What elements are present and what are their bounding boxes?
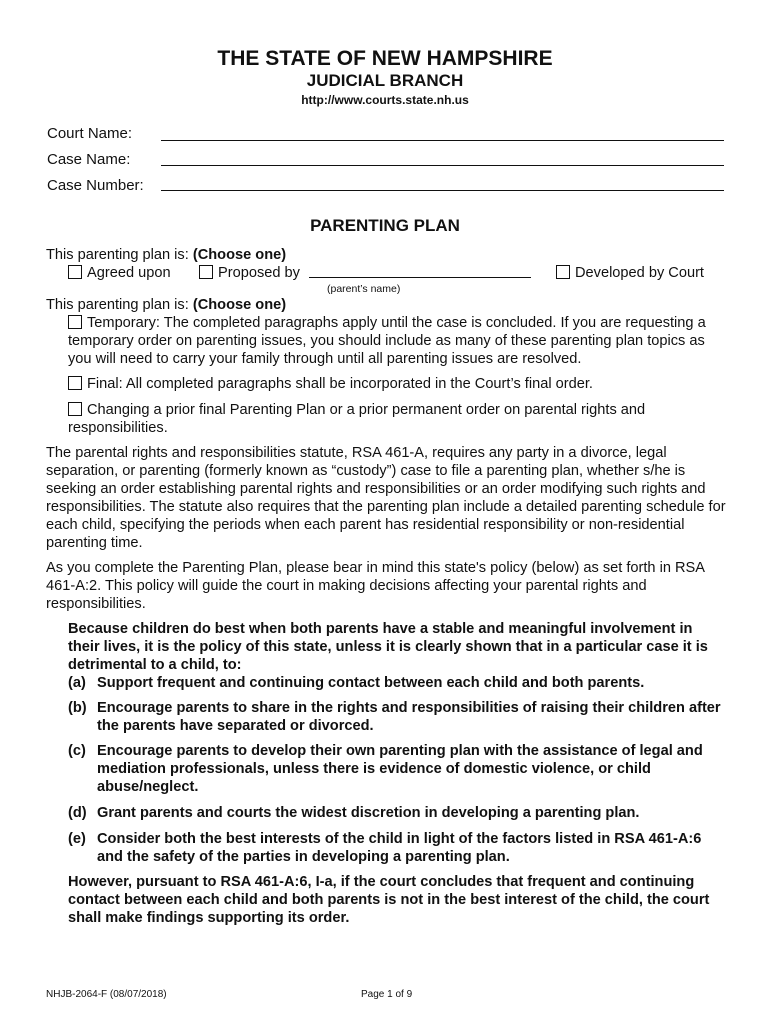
final-checkbox[interactable] bbox=[68, 376, 82, 390]
choice1-intro: This parenting plan is: (Choose one) bbox=[46, 247, 287, 263]
policy-closing: However, pursuant to RSA 461-A:6, I-a, if the court concludes that frequent and continuing contact between each child and both parents is not in the best interest of the child, the court shall make findings supporting its order. bbox=[68, 874, 710, 926]
section-title: PARENTING PLAN bbox=[310, 216, 460, 235]
temporary-checkbox[interactable] bbox=[68, 315, 82, 329]
policy-item-b: (b) Encourage parents to share in the rights and responsibilities of raising their children after the parents have separated or divorced. bbox=[68, 700, 721, 734]
changing-checkbox[interactable] bbox=[68, 402, 82, 416]
court-url: http://www.courts.state.nh.us bbox=[301, 93, 469, 107]
parent-name-field[interactable] bbox=[309, 277, 531, 278]
developed-checkbox[interactable] bbox=[556, 265, 570, 279]
option-proposed[interactable] bbox=[199, 264, 300, 282]
policy-item-e: (e) Consider both the best interests of the child in light of the factors listed in RSA 461-A:6 and the safety of the parties in developing a parenting plan. bbox=[68, 831, 702, 865]
option-temporary[interactable] bbox=[68, 314, 728, 368]
form-id: NHJB-2064-F (08/07/2018) bbox=[46, 989, 167, 1000]
option-final[interactable] bbox=[68, 375, 728, 393]
case-name-label: Case Name: bbox=[47, 151, 131, 168]
policy-intro-paragraph: As you complete the Parenting Plan, please bear in mind this state's policy (below) as set forth in RSA 461-A:2. This policy will guide the court in making decisions affecting your parental rights and responsibilities. bbox=[46, 560, 705, 612]
option-changing[interactable] bbox=[68, 401, 698, 437]
policy-item-d: (d) Grant parents and courts the widest discretion in developing a parenting plan. bbox=[68, 805, 640, 821]
case-number-field[interactable] bbox=[161, 190, 724, 191]
case-number-label: Case Number: bbox=[47, 177, 144, 194]
temporary-label: Temporary: The completed paragraphs apply until the case is concluded. If you are requesting a temporary order on parenting issues, you should include as many of these parenting plan topics as you will need to carry your family through until all parenting issues are resolved. bbox=[68, 315, 706, 367]
branch-title: JUDICIAL BRANCH bbox=[306, 71, 464, 90]
choice2-intro: This parenting plan is: (Choose one) bbox=[46, 297, 287, 313]
option-agreed[interactable] bbox=[68, 264, 171, 282]
policy-item-a: (a) Support frequent and continuing contact between each child and both parents. bbox=[68, 675, 645, 691]
case-name-field[interactable] bbox=[161, 165, 724, 166]
proposed-label: Proposed by bbox=[218, 265, 300, 281]
policy-statement: Because children do best when both parents have a stable and meaningful involvement in their lives, it is the policy of this state, unless it is clearly shown that in a particular case it is detrimental to a child, to: bbox=[68, 621, 708, 673]
policy-item-c: (c) Encourage parents to develop their own parenting plan with the assistance of legal and mediation professionals, unless there is evidence of domestic violence, or child abuse/neglect. bbox=[68, 743, 703, 795]
final-label: Final: All completed paragraphs shall be incorporated in the Court’s final order. bbox=[87, 376, 593, 392]
page-number: Page 1 of 9 bbox=[361, 989, 413, 1000]
court-name-label: Court Name: bbox=[47, 125, 133, 142]
statute-paragraph: The parental rights and responsibilities statute, RSA 461-A, requires any party in a divorce, legal separation, or parenting (formerly known as “custody”) case to file a parenting plan, whether s/he is seeking an order establishing parental rights and responsibilities or an order modifying such rights and responsibilities. The statute also requires that the parenting plan include a detailed parenting schedule for each child, specifying the periods when each parent has residential responsibility or non-residential parenting time. bbox=[46, 445, 726, 551]
proposed-checkbox[interactable] bbox=[199, 265, 213, 279]
developed-label: Developed by Court bbox=[575, 265, 704, 281]
parent-name-caption: (parent’s name) bbox=[327, 283, 401, 295]
agreed-label: Agreed upon bbox=[87, 265, 171, 281]
court-name-field[interactable] bbox=[161, 140, 724, 141]
document-title: THE STATE OF NEW HAMPSHIRE bbox=[217, 47, 553, 70]
agreed-checkbox[interactable] bbox=[68, 265, 82, 279]
changing-label: Changing a prior final Parenting Plan or a prior permanent order on parental rights and responsibilities. bbox=[68, 402, 646, 436]
option-developed[interactable] bbox=[556, 264, 704, 282]
